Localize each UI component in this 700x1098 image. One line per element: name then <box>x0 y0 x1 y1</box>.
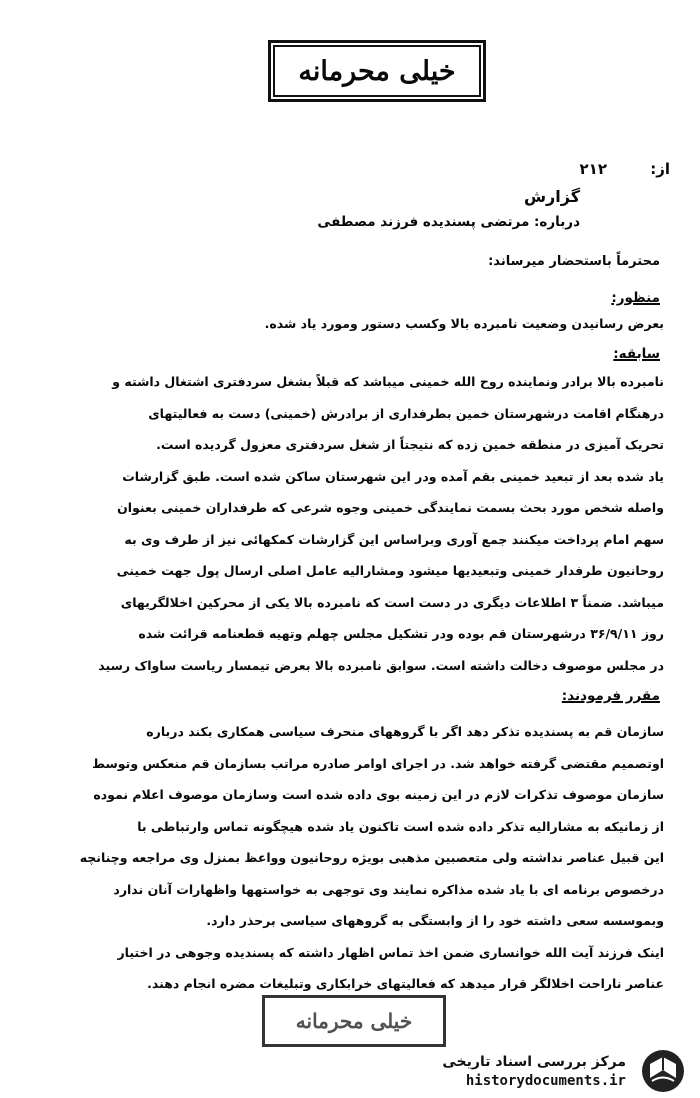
judgment-line: سازمان قم به پسندیده تذکر دهد اگر با گروههای منحرف سیاسی همکاری بکند درباره <box>146 724 664 739</box>
judgment-line: از زمانیکه به مشارالیه تذکر داده شده است تاکنون یاد شده هیچگونه تماس وارتباطی با <box>137 818 664 834</box>
judgment-line: سازمان موصوف تذکرات لازم در این زمینه بوی داده شده است وسازمان موصوف اعلام نموده <box>93 787 664 802</box>
judgment-line: عناصر ناراحت اخلالگر قرار میدهد که فعالیتهای خرابکاری وتبلیغات مضره انجام دهند. <box>147 976 664 991</box>
judgment-paragraph <box>28 716 664 1000</box>
background-line: نامبرده بالا برادر ونماینده روح الله خمینی میباشد که قبلاً بشغل سردفتری اشتغال داشته و <box>112 374 664 389</box>
objective-line: بعرض رسانیدن وضعیت نامبرده بالا وکسب دستور ومورد یاد شده. <box>264 316 664 331</box>
background-line: تحریک آمیزی در منطقه خمین زده که نتیجتاً از شغل سردفتری معزول گردیده است. <box>156 437 664 452</box>
background-line: روحانیون طرفدار خمینی وتبعیدیها میشود ومشارالیه عامل اصلی ارسال پول جهت خمینی <box>116 563 664 578</box>
background-line: میباشد. ضمناً ۳ اطلاعات دیگری در دست است که نامبرده بالا یکی از محرکین اخلالگریهای <box>120 594 664 610</box>
from-number: ٢١٢ <box>579 160 607 178</box>
background-line: یاد شده بعد از تبعید خمینی بقم آمده ودر این شهرستان ساکن شده است. طبق گزارشات <box>122 468 664 484</box>
background-paragraph <box>28 366 664 681</box>
classification-stamp-text: خیلی محرمانه <box>298 55 456 87</box>
judgment-line: وبموسسه سعی داشته خود را از وابستگی به گروههای سیاسی برحذر دارد. <box>206 913 664 928</box>
judgment-line: درخصوص برنامه ای با یاد شده مذاکره نمایند وی توجهی به خواستهها واظهارات آنان ندارد <box>113 881 664 897</box>
background-line: در مجلس موصوف دخالت داشته است. سوابق نامبرده بالا بعرض تیمسار ریاست ساواک رسید <box>98 657 664 673</box>
salutation: محترماً باستحضار میرساند: <box>488 254 660 269</box>
judgment-line: این قبیل عناصر نداشته ولی متعصبین مذهبی بویژه روحانیون وواعظ بمنزل وی مراجعه وچنانچه <box>79 850 664 865</box>
subject-line: درباره: مرتضی پسندیده فرزند مصطفی <box>317 214 580 230</box>
objective-heading: منظور: <box>611 290 660 306</box>
judgment-line: اینک فرزند آیت الله خوانساری ضمن اخذ تماس اظهار داشته که پسندیده وجوهی در اختیار <box>117 944 664 960</box>
watermark-url: historydocuments.ir <box>465 1073 626 1089</box>
archive-watermark <box>418 1052 688 1092</box>
book-emblem-icon <box>638 1048 688 1094</box>
objective-paragraph <box>28 308 664 340</box>
judgment-line: اوتصمیم مقتضی گرفته خواهد شد. در اجرای اوامر صادره مراتب بسازمان قم منعکس وتوسط <box>92 755 664 771</box>
background-line: سهم امام پرداخت میکنند جمع آوری وبراساس این گزارشات کمکهائی نیز از طرف وی به <box>124 531 664 547</box>
classification-stamp-text: خیلی محرمانه <box>295 1009 413 1033</box>
classification-stamp-top <box>268 40 486 102</box>
from-line <box>580 160 670 178</box>
background-heading: سابقه: <box>613 346 660 362</box>
judgment-heading: مقرر فرمودند: <box>561 688 660 704</box>
watermark-title-fa: مرکز بررسی اسناد تاریخی <box>442 1054 626 1070</box>
background-line: روز ۳۶/۹/۱۱ درشهرستان قم بوده ودر تشکیل مجلس چهلم وتهیه قطعنامه قرائت شده <box>138 626 664 641</box>
report-title: گزارش <box>523 187 580 206</box>
background-line: واصله شخص مورد بحث بسمت نمایندگی خمینی وجوه شرعی که طرفداران خمینی بعنوان <box>117 500 664 515</box>
from-label: از: <box>650 160 670 178</box>
background-line: درهنگام اقامت درشهرستان خمین بطرفداری از برادرش (خمینی) دست به فعالیتهای <box>148 405 664 421</box>
classification-stamp-bottom <box>262 995 446 1047</box>
